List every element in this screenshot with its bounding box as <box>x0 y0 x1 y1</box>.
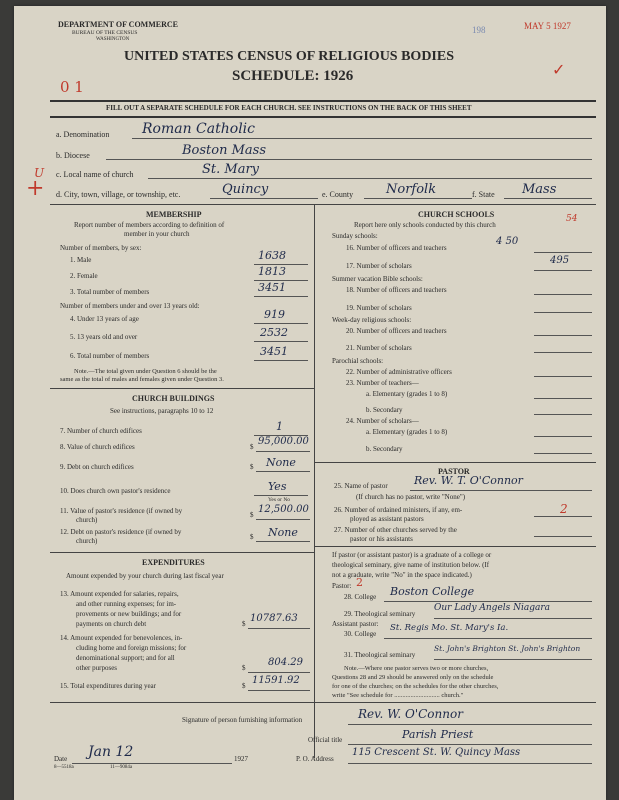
form-title: UNITED STATES CENSUS OF RELIGIOUS BODIES <box>124 49 455 64</box>
expenditures-sub: Amount expended by your church during last fiscal year <box>66 572 224 580</box>
q21-label: 21. Number of scholars <box>346 344 412 352</box>
address-value: 115 Crescent St. W. Quincy Mass <box>352 747 521 758</box>
q28-value: Boston College <box>390 585 475 598</box>
church-name-label: c. Local name of church <box>56 170 134 179</box>
pastor-note-4: write "See schedule for ............................ church." <box>332 692 464 699</box>
date-year: 1927 <box>234 755 248 763</box>
q30-label: 30. College <box>344 630 377 638</box>
q8-label: 8. Value of church edifices <box>60 443 135 451</box>
membership-note-2: same as the total of males and females given under Question 3. <box>60 376 224 383</box>
bureau-label: BUREAU OF THE CENSUS <box>72 30 138 36</box>
by-sex-label: Number of members, by sex: <box>60 244 142 252</box>
q8-value: 95,000.00 <box>258 436 309 447</box>
date-value: Jan 12 <box>88 744 134 760</box>
pastor-mark: 2 <box>356 576 363 589</box>
q4-value: 919 <box>264 308 285 321</box>
q18-label: 18. Number of officers and teachers <box>346 286 447 294</box>
pastor-sublabel: Pastor: <box>332 582 352 590</box>
q19-label: 19. Number of scholars <box>346 304 412 312</box>
diocese-value: Boston Mass <box>182 143 267 158</box>
q11-label-a: 11. Value of pastor's residence (if owned by <box>60 507 183 515</box>
q1-label: 1. Male <box>70 256 92 264</box>
margin-note: U <box>34 166 45 180</box>
summer-label: Summer vacation Bible schools: <box>332 275 423 283</box>
q26-value: 2 <box>560 502 568 516</box>
membership-note-1: Note.—The total given under Question 6 should be the <box>74 368 217 375</box>
q14-label-a: 14. Amount expended for benevolences, in- <box>60 634 183 642</box>
membership-intro-2: member in your church <box>124 230 190 238</box>
q24-label: 24. Number of scholars— <box>346 417 419 425</box>
q29-label: 29. Theological seminary <box>344 610 416 618</box>
q13-label-b: and other running expenses; for im- <box>76 600 177 608</box>
q14-label-c: denominational support; and for all <box>76 654 175 662</box>
title-label: Official title <box>308 736 343 744</box>
q27-label-a: 27. Number of other churches served by the <box>334 526 457 534</box>
form-number-2: 11—9084a <box>110 765 133 770</box>
city-label: d. City, town, village, or township, etc. <box>56 190 181 199</box>
date-label: Date <box>54 755 68 763</box>
q14-label-b: cluding home and foreign missions; for <box>76 644 187 652</box>
q10-value: Yes <box>268 480 287 493</box>
age-intro: Number of members under and over 13 years old: <box>60 302 200 310</box>
q16-label: 16. Number of officers and teachers <box>346 244 447 252</box>
q2-value: 1813 <box>258 265 286 278</box>
q20-label: 20. Number of officers and teachers <box>346 327 447 335</box>
weekday-label: Week-day religious schools: <box>332 316 412 324</box>
city-value: Quincy <box>222 182 269 197</box>
sunday-label: Sunday schools: <box>332 232 378 240</box>
column-divider <box>314 204 315 758</box>
state-value: Mass <box>522 182 557 197</box>
q13-label-c: provements or new buildings; and for <box>76 610 182 618</box>
q26-label-b: ployed as assistant pastors <box>350 515 424 523</box>
q11-label-b: church) <box>76 516 98 524</box>
pastor-note-1: Note.—Where one pastor serves two or more churches, <box>344 665 489 672</box>
address-label: P. O. Address <box>296 755 334 763</box>
form-number: 8—5518a <box>54 765 74 770</box>
q29-value: Our Lady Angels Niagara <box>434 603 551 613</box>
q26-label-a: 26. Number of ordained ministers, if any, em- <box>334 506 463 514</box>
q24a-label: a. Elementary (grades 1 to 8) <box>366 428 448 436</box>
county-value: Norfolk <box>386 182 437 197</box>
q14-label-d: other purposes <box>76 664 118 672</box>
buildings-heading: CHURCH BUILDINGS <box>132 394 215 403</box>
stamp-number: 198 <box>472 25 486 35</box>
q5-value: 2532 <box>260 326 288 339</box>
census-schedule-form: DEPARTMENT OF COMMERCE BUREAU OF THE CENSUS WASHINGTON 198 MAY 5 1927 UNITED STATES CENSUS OF RELIGIOUS BODIES SCHEDULE: 1926 0 1 ✓ FILL OUT A SEPARATE SCHEDULE FOR EACH CHURCH. SEE INSTRUCTIONS ON THE BACK OF THIS SHEET a. Denomination Roman Catholic b. Diocese Boston Mass c. Local name of church St. Mary + U d. City, town, village, or township, etc. Quincy e. County Norfolk f. State Mass MEMBERSHIP Report number of members according to definition of member in your church Number of members, by sex: 1. Male 1638 2. Female 1813 3. Total number of members 3451 Number of members under and over 13 years old: 4. Under 13 years of age 919 5. 13 years old and over 2532 6. Total number of members 3451 Note.—The total given under Question 6 should be the same as the total of males and females given under Question 3. CHURCH BUILDINGS See instructions, paragraphs 10 to 12 7. Number of church edifices 1 8. Value of church edifices $ 95,000.00 9. Debt on church edifices $ None 10. Does church own pastor's residence Yes Yes or No 11. Value of pastor's residence (if owned by church) $ 12,500.00 12. Debt on pastor's residence (if owned by church) $ None EXPENDITURES Amount expended by your church during last fiscal year 13. Amount expended for salaries, repairs, and other running expenses; for im- provements or new buildings; and for payments on church debt $ 10787.63 14. Amount expended for benevolences, in- cluding home and foreign missions; for denominational support; and for all other purposes $ 804.29 15. Total expenditures during year $ 11591.92 CHURCH SCHOOLS Report here only schools conducted by this church 54 Sunday schools: 16. Number of officers and teachers 4 50 17. Number of scholars 495 Summer vacation Bible schools: 18. Number of officers and teachers 19. Number of scholars Week-day religious schools: 20. Number of officers and teachers 21. Number of scholars Parochial schools: 22. Number of administrative officers 23. Number of teachers— a. Elementary (grades 1 to 8) b. Secondary 24. Number of scholars— a. Elementary (grades 1 to 8) b. Secondary PASTOR 25. Name of pastor Rev. W. T. O'Connor (If church has no pastor, write "None") 26. Number of ordained ministers, if any, em- ployed as assistant pastors 2 27. Number of other churches served by the pastor or his assistants If pastor (or assistant pastor) is a graduate of a college or theological seminary, give name of institution below. (If not a graduate, write "No" in the space indicated.) Pastor: 2 28. College Boston College 29. Theological seminary Our Lady Angels Niagara Assistant pastor: 30. College St. Regis Mo. St. Mary's Ia. 31. Theological seminary St. John's Brighton St. John's Brighton Note.—Where one pastor serves two or more churches, Questions 28 and 29 should be answered only on the schedule for one of the churches; on the schedules for the other churches, write "See schedule for ............................ church." Signature of person furnishing information Rev. W. O'Connor Official title Parish Priest Date Jan 12 1927 8—5518a 11—9084a P. O. Address 115 Crescent St. W. Quincy Mass <box>14 6 606 800</box>
q27-label-b: pastor or his assistants <box>350 535 413 543</box>
q4-label: 4. Under 13 years of age <box>70 315 139 323</box>
q17-value: 495 <box>550 255 570 266</box>
q23-label: 23. Number of teachers— <box>346 379 419 387</box>
q9-value: None <box>266 456 296 469</box>
expenditures-heading: EXPENDITURES <box>142 558 205 567</box>
q12-value: None <box>268 526 298 539</box>
q11-value: 12,500.00 <box>258 504 309 515</box>
q13-value: 10787.63 <box>250 613 298 624</box>
q15-label: 15. Total expenditures during year <box>60 682 156 690</box>
q14-value: 804.29 <box>268 657 303 668</box>
pastor-note-2: Questions 28 and 29 should be answered only on the schedule <box>332 674 494 681</box>
county-label: e. County <box>322 190 354 199</box>
q16-value: 4 50 <box>496 236 519 247</box>
q23a-label: a. Elementary (grades 1 to 8) <box>366 390 448 398</box>
q16-note: 54 <box>566 214 578 224</box>
rule-mid <box>50 116 596 118</box>
q7-value: 1 <box>276 420 283 433</box>
signature-value: Rev. W. O'Connor <box>358 707 463 721</box>
grad-note-2: theological seminary, give name of institution below. (If <box>332 561 490 569</box>
q9-label: 9. Debt on church edifices <box>60 463 134 471</box>
church-name-value: St. Mary <box>202 162 260 177</box>
received-stamp: MAY 5 1927 <box>524 21 571 31</box>
denomination-label: a. Denomination <box>56 130 110 139</box>
q31-value: St. John's Brighton St. John's Brighton <box>434 644 581 653</box>
q13-label-a: 13. Amount expended for salaries, repairs, <box>60 590 179 598</box>
q13-label-d: payments on church debt <box>76 620 147 628</box>
q2-label: 2. Female <box>70 272 98 280</box>
instructions-line: FILL OUT A SEPARATE SCHEDULE FOR EACH CHURCH. SEE INSTRUCTIONS ON THE BACK OF THIS SHEET <box>106 104 472 112</box>
dept-label: DEPARTMENT OF COMMERCE <box>58 20 179 29</box>
check-mark: ✓ <box>552 60 566 79</box>
q10-label: 10. Does church own pastor's residence <box>60 487 171 495</box>
parochial-label: Parochial schools: <box>332 357 384 365</box>
buildings-sub: See instructions, paragraphs 10 to 12 <box>110 407 214 415</box>
q23b-label: b. Secondary <box>366 406 403 414</box>
membership-intro-1: Report number of members according to definition of <box>74 221 225 229</box>
q12-label-b: church) <box>76 537 98 545</box>
city-label: WASHINGTON <box>96 37 130 42</box>
q25-sub: (If church has no pastor, write "None") <box>356 493 466 501</box>
q25-label: 25. Name of pastor <box>334 482 388 490</box>
pastor-heading: PASTOR <box>438 467 470 476</box>
q28-label: 28. College <box>344 593 377 601</box>
schedule-title: SCHEDULE: 1926 <box>232 68 354 84</box>
grad-note-3: not a graduate, write "No" in the space indicated.) <box>332 571 472 579</box>
q3-label: 3. Total number of members <box>70 288 150 296</box>
state-label: f. State <box>472 190 495 199</box>
q1-value: 1638 <box>258 249 286 262</box>
q22-label: 22. Number of administrative officers <box>346 368 452 376</box>
asst-sublabel: Assistant pastor: <box>332 620 379 628</box>
diocese-label: b. Diocese <box>56 151 90 160</box>
q12-label-a: 12. Debt on pastor's residence (if owned by <box>60 528 182 536</box>
title-value: Parish Priest <box>402 728 474 741</box>
signature-label: Signature of person furnishing information <box>182 716 303 724</box>
q30-value: St. Regis Mo. St. Mary's Ia. <box>390 623 509 633</box>
q25-value: Rev. W. T. O'Connor <box>414 474 523 487</box>
code-number: 0 1 <box>60 78 84 96</box>
membership-heading: MEMBERSHIP <box>146 210 202 219</box>
q3-value: 3451 <box>258 281 286 294</box>
q31-label: 31. Theological seminary <box>344 651 416 659</box>
schools-sub: Report here only schools conducted by this church <box>354 221 496 229</box>
schools-heading: CHURCH SCHOOLS <box>418 210 495 219</box>
q24b-label: b. Secondary <box>366 445 403 453</box>
margin-mark: + <box>26 176 45 201</box>
q7-label: 7. Number of church edifices <box>60 427 142 435</box>
q15-value: 11591.92 <box>252 675 300 686</box>
rule-top <box>50 100 596 102</box>
denomination-value: Roman Catholic <box>142 121 255 137</box>
q10-sub: Yes or No <box>268 497 291 503</box>
grad-note-1: If pastor (or assistant pastor) is a graduate of a college or <box>332 551 492 559</box>
q6-value: 3451 <box>260 345 288 358</box>
q17-label: 17. Number of scholars <box>346 262 412 270</box>
q5-label: 5. 13 years old and over <box>70 333 138 341</box>
pastor-note-3: for one of the churches; on the schedules for the other churches, <box>332 683 499 690</box>
q6-label: 6. Total number of members <box>70 352 150 360</box>
